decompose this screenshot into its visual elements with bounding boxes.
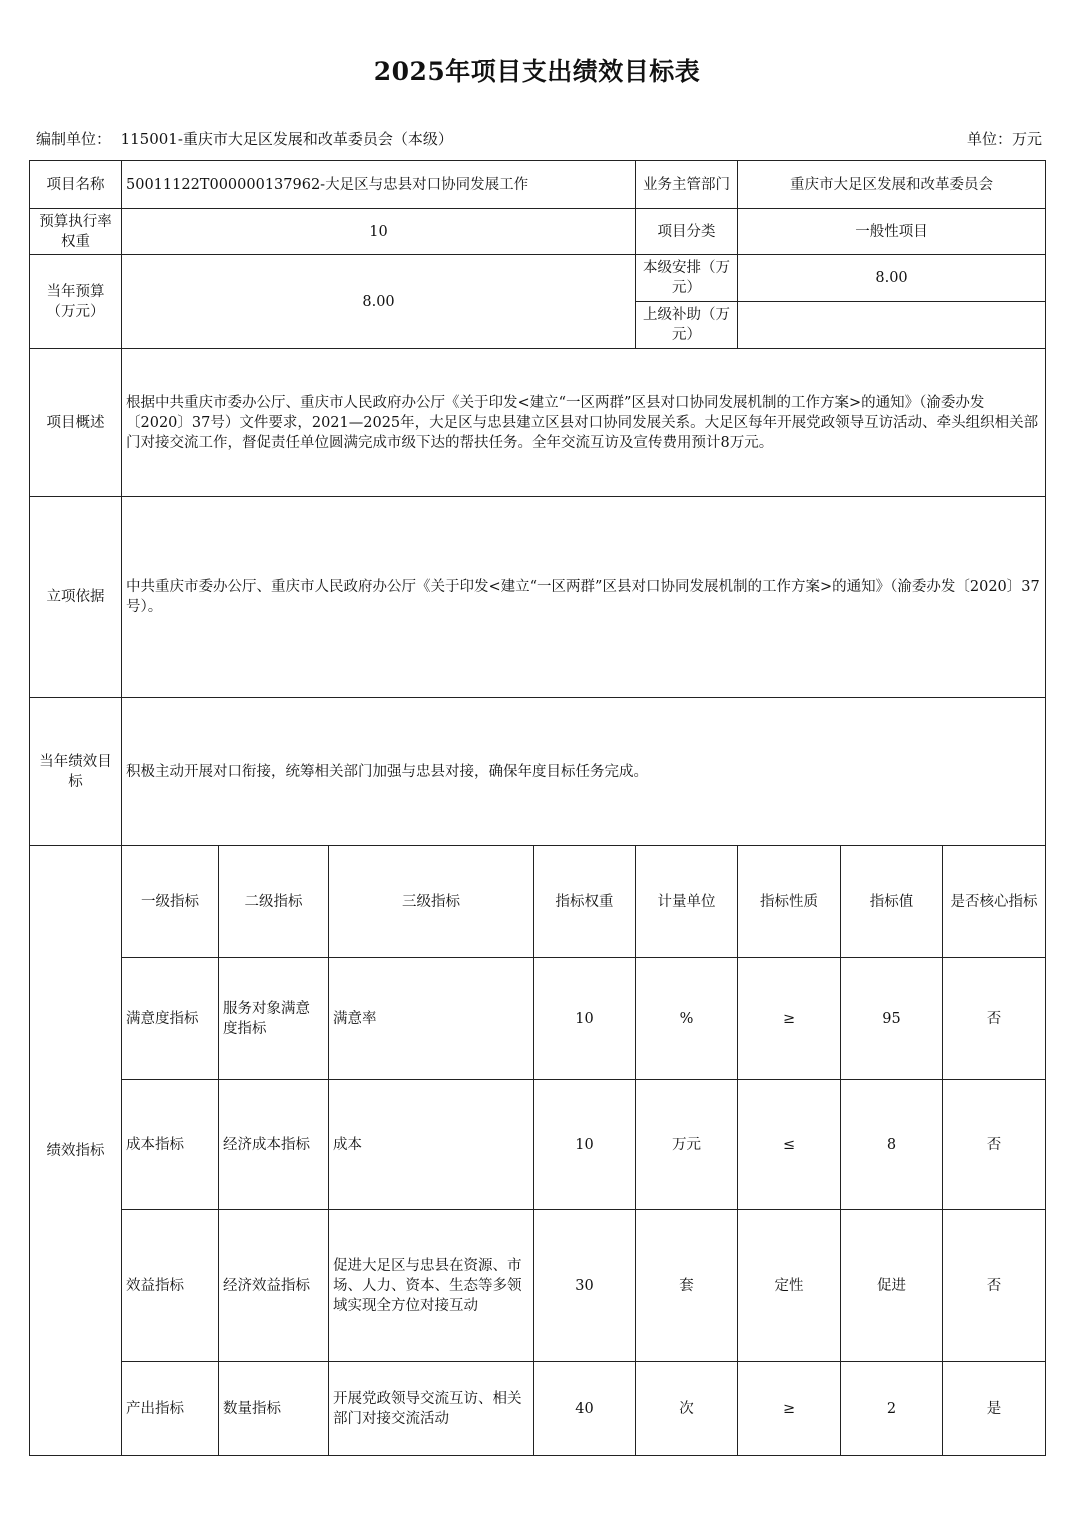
row4-unit: 次 xyxy=(636,1362,738,1456)
local-label: 本级安排（万元） xyxy=(636,255,738,302)
compiling-unit-value: 115001-重庆市大足区发展和改革委员会（本级） xyxy=(120,130,453,148)
row2-unit: 万元 xyxy=(636,1080,738,1210)
performance-table xyxy=(29,160,1046,1456)
row-weight xyxy=(30,209,1046,255)
goal-label: 当年绩效目标 xyxy=(30,698,122,846)
weight-value: 10 xyxy=(122,209,636,255)
row1-weight: 10 xyxy=(534,958,636,1080)
row-goal xyxy=(30,698,1046,846)
header-level2: 二级指标 xyxy=(219,846,329,958)
project-name-label: 项目名称 xyxy=(30,161,122,209)
row4-core: 是 xyxy=(943,1362,1046,1456)
dept-value: 重庆市大足区发展和改革委员会 xyxy=(738,161,1046,209)
indicator-header-row xyxy=(30,846,1046,958)
weight-label: 预算执行率权重 xyxy=(30,209,122,255)
row1-unit: % xyxy=(636,958,738,1080)
row1-level3: 满意率 xyxy=(329,958,534,1080)
project-name-value: 50011122T000000137962-大足区与忠县对口协同发展工作 xyxy=(122,161,636,209)
row3-core: 否 xyxy=(943,1210,1046,1362)
row4-weight: 40 xyxy=(534,1362,636,1456)
row1-nature: ≥ xyxy=(738,958,841,1080)
header-weight: 指标权重 xyxy=(534,846,636,958)
budget-label: 当年预算（万元） xyxy=(30,255,122,349)
row4-value: 2 xyxy=(841,1362,943,1456)
row4-level1: 产出指标 xyxy=(122,1362,219,1456)
local-value: 8.00 xyxy=(738,255,1046,302)
header-unit: 计量单位 xyxy=(636,846,738,958)
budget-value: 8.00 xyxy=(122,255,636,349)
dept-label: 业务主管部门 xyxy=(636,161,738,209)
row-overview xyxy=(30,349,1046,497)
row1-value: 95 xyxy=(841,958,943,1080)
compiling-unit xyxy=(36,128,453,149)
header-level3: 三级指标 xyxy=(329,846,534,958)
table-row xyxy=(30,1210,1046,1362)
compiling-unit-label: 编制单位： xyxy=(36,130,112,148)
table-row xyxy=(30,958,1046,1080)
overview-label: 项目概述 xyxy=(30,349,122,497)
category-value: 一般性项目 xyxy=(738,209,1046,255)
row2-core: 否 xyxy=(943,1080,1046,1210)
upper-value xyxy=(738,302,1046,349)
row1-level1: 满意度指标 xyxy=(122,958,219,1080)
header-core: 是否核心指标 xyxy=(943,846,1046,958)
row3-level2: 经济效益指标 xyxy=(219,1210,329,1362)
row3-unit: 套 xyxy=(636,1210,738,1362)
row2-level1: 成本指标 xyxy=(122,1080,219,1210)
overview-text: 根据中共重庆市委办公厅、重庆市人民政府办公厅《关于印发<建立“一区两群”区县对口协同发展机制的工作方案>的通知》（渝委办发〔2020〕37号）文件要求，2021—2025年，大足区与忠县建立区县对口协同发展关系。大足区每年开展党政领导互访活动、牵头组织相关部门对接交流工作，督促责任单位圆满完成市级下达的帮扶任务。全年交流互访及宣传费用预计8万元。 xyxy=(122,349,1046,497)
header-level1: 一级指标 xyxy=(122,846,219,958)
header-value: 指标值 xyxy=(841,846,943,958)
category-label: 项目分类 xyxy=(636,209,738,255)
table-row xyxy=(30,1362,1046,1456)
currency-unit: 单位：万元 xyxy=(966,130,1042,148)
basis-text: 中共重庆市委办公厅、重庆市人民政府办公厅《关于印发<建立“一区两群”区县对口协同发展机制的工作方案>的通知》（渝委办发〔2020〕37号）。 xyxy=(122,497,1046,698)
upper-label: 上级补助（万元） xyxy=(636,302,738,349)
goal-text: 积极主动开展对口衔接，统筹相关部门加强与忠县对接，确保年度目标任务完成。 xyxy=(122,698,1046,846)
row4-nature: ≥ xyxy=(738,1362,841,1456)
row2-level2: 经济成本指标 xyxy=(219,1080,329,1210)
row-basis xyxy=(30,497,1046,698)
row3-value: 促进 xyxy=(841,1210,943,1362)
header-nature: 指标性质 xyxy=(738,846,841,958)
indicators-section-label: 绩效指标 xyxy=(30,846,122,1456)
basis-label: 立项依据 xyxy=(30,497,122,698)
row2-level3: 成本 xyxy=(329,1080,534,1210)
row2-value: 8 xyxy=(841,1080,943,1210)
row-project-name xyxy=(30,161,1046,209)
table-row xyxy=(30,1080,1046,1210)
row3-level3: 促进大足区与忠县在资源、市场、人力、资本、生态等多领域实现全方位对接互动 xyxy=(329,1210,534,1362)
page-title: 2025年项目支出绩效目标表 xyxy=(373,57,701,86)
row4-level3: 开展党政领导交流互访、相关部门对接交流活动 xyxy=(329,1362,534,1456)
row2-nature: ≤ xyxy=(738,1080,841,1210)
row-budget-local xyxy=(30,255,1046,302)
row3-weight: 30 xyxy=(534,1210,636,1362)
row2-weight: 10 xyxy=(534,1080,636,1210)
row4-level2: 数量指标 xyxy=(219,1362,329,1456)
row1-level2: 服务对象满意度指标 xyxy=(219,958,329,1080)
row1-core: 否 xyxy=(943,958,1046,1080)
row3-level1: 效益指标 xyxy=(122,1210,219,1362)
row3-nature: 定性 xyxy=(738,1210,841,1362)
